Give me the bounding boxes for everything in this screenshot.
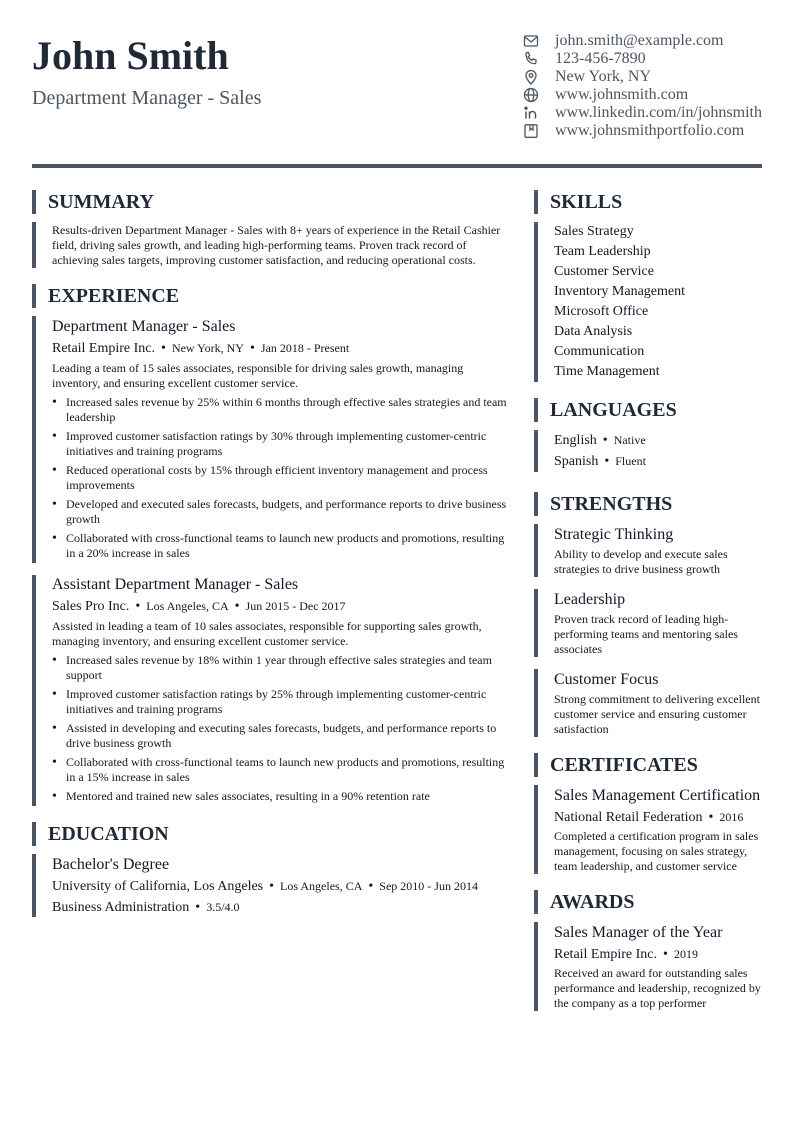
contact-linkedin-text: www.linkedin.com/in/johnsmith bbox=[555, 104, 762, 121]
experience-heading: EXPERIENCE bbox=[32, 284, 514, 308]
job-dates: Jan 2018 - Present bbox=[260, 341, 350, 355]
job-company: Sales Pro Inc. bbox=[52, 599, 130, 614]
strengths-heading: STRENGTHS bbox=[534, 492, 766, 516]
skill-item: Time Management bbox=[554, 364, 660, 379]
award-item bbox=[534, 922, 766, 1011]
award-year: 2019 bbox=[673, 947, 698, 961]
contact-list bbox=[522, 32, 767, 140]
list-item: • Increased sales revenue by 25% within 6 months through effective sales strategies and team leadership bbox=[52, 395, 514, 425]
job-location: Los Angeles, CA bbox=[146, 599, 229, 613]
list-item: • Improved customer satisfaction ratings by 25% through implementing customer-centric initiatives and training programs bbox=[52, 687, 514, 717]
certificate-item bbox=[534, 785, 766, 874]
list-item: • Developed and executed sales forecasts, budgets, and performance reports to drive business growth bbox=[52, 497, 514, 527]
language-item: Spanish • Fluent bbox=[554, 454, 646, 469]
summary-heading: SUMMARY bbox=[32, 190, 514, 214]
gpa: 3.5/4.0 bbox=[206, 900, 240, 914]
languages-section bbox=[534, 430, 766, 472]
globe-icon bbox=[522, 86, 540, 104]
list-item: • Reduced operational costs by 15% through efficient inventory management and process improvements bbox=[52, 463, 514, 493]
language-name: English bbox=[554, 433, 597, 448]
certificate-meta: National Retail Federation • 2016 bbox=[554, 810, 744, 825]
strength-text: Proven track record of leading high-performing teams and mentoring sales associates bbox=[554, 612, 738, 656]
contact-email[interactable] bbox=[522, 32, 767, 50]
certificates-heading: CERTIFICATES bbox=[534, 753, 766, 777]
contact-email-text: john.smith@example.com bbox=[555, 32, 724, 49]
award-meta: Retail Empire Inc. • 2019 bbox=[554, 947, 698, 962]
language-level: Fluent bbox=[615, 454, 646, 468]
language-item: English • Native bbox=[554, 433, 646, 448]
job-achievements bbox=[52, 653, 514, 804]
header-divider bbox=[32, 164, 762, 168]
strength-item bbox=[534, 669, 766, 737]
job-dates: Jun 2015 - Dec 2017 bbox=[245, 599, 346, 613]
contact-location-text: New York, NY bbox=[555, 68, 652, 85]
job-title: Assistant Department Manager - Sales bbox=[52, 576, 299, 593]
strength-item bbox=[534, 589, 766, 657]
education-meta: University of California, Los Angeles • Los Angeles, CA • Sep 2010 - Jun 2014 bbox=[52, 879, 478, 894]
education-section bbox=[32, 854, 514, 917]
education-field-meta: Business Administration • 3.5/4.0 bbox=[52, 900, 240, 915]
list-item: • Assisted in developing and executing sales forecasts, budgets, and performance reports to drive business growth bbox=[52, 721, 514, 751]
certificate-title: Sales Management Certification bbox=[554, 787, 761, 804]
contact-linkedin[interactable] bbox=[522, 104, 767, 122]
list-item: • Mentored and trained new sales associates, resulting in a 90% retention rate bbox=[52, 789, 514, 804]
skills-section bbox=[534, 222, 766, 382]
certificate-issuer: National Retail Federation bbox=[554, 810, 703, 825]
strength-title: Strategic Thinking bbox=[554, 526, 674, 543]
contact-portfolio-text: www.johnsmithportfolio.com bbox=[555, 122, 745, 139]
award-text: Received an award for outstanding sales performance and leadership, recognized by the company as a top performer bbox=[554, 966, 761, 1010]
skill-item: Customer Service bbox=[554, 264, 654, 279]
field-of-study: Business Administration bbox=[52, 900, 190, 915]
job-company: Retail Empire Inc. bbox=[52, 341, 156, 356]
certificate-text: Completed a certification program in sales management, focusing on sales strategy, team leadership, and customer service bbox=[554, 829, 759, 873]
skill-item: Sales Strategy bbox=[554, 224, 634, 239]
job-title: Department Manager - Sales bbox=[52, 318, 236, 335]
linkedin-icon bbox=[522, 104, 540, 122]
job-meta: Retail Empire Inc. • New York, NY • Jan 2018 - Present bbox=[52, 341, 350, 356]
left-column bbox=[32, 190, 514, 917]
job-achievements bbox=[52, 395, 514, 561]
skills-heading: SKILLS bbox=[534, 190, 766, 214]
job-description: Leading a team of 15 sales associates, responsible for driving sales growth, managing inventory, and ensuring excellent customer service. bbox=[52, 361, 464, 390]
language-level: Native bbox=[613, 433, 646, 447]
education-heading: EDUCATION bbox=[32, 822, 514, 846]
email-icon bbox=[522, 32, 540, 50]
school-name: University of California, Los Angeles bbox=[52, 879, 264, 894]
list-item: • Increased sales revenue by 18% within 1 year through effective sales strategies and team support bbox=[52, 653, 514, 683]
strength-text: Strong commitment to delivering excellent customer service and ensuring customer satisfaction bbox=[554, 692, 760, 736]
portfolio-icon bbox=[522, 122, 540, 140]
list-item: • Collaborated with cross-functional teams to launch new products and promotions, resulting in a 15% increase in sales bbox=[52, 755, 514, 785]
skill-item: Data Analysis bbox=[554, 324, 633, 339]
person-name: John Smith bbox=[32, 33, 229, 78]
list-item: • Improved customer satisfaction ratings by 30% through implementing customer-centric initiatives and training programs bbox=[52, 429, 514, 459]
contact-website[interactable] bbox=[522, 86, 767, 104]
strength-text: Ability to develop and execute sales strategies to drive business growth bbox=[554, 547, 728, 576]
certificate-year: 2016 bbox=[719, 810, 744, 824]
summary-text: Results-driven Department Manager - Sales with 8+ years of experience in the Retail Cashier field, driving sales growth, and leading high-performing teams. Proven track record of achieving sales targets, improving customer satisfaction, and reducing operational costs. bbox=[52, 223, 501, 267]
job-location: New York, NY bbox=[171, 341, 244, 355]
contact-phone[interactable] bbox=[522, 50, 767, 68]
award-issuer: Retail Empire Inc. bbox=[554, 947, 658, 962]
education-dates: Sep 2010 - Jun 2014 bbox=[379, 879, 478, 893]
job-description: Assisted in leading a team of 10 sales associates, responsible for supporting sales growth, managing inventory, and ensuring excellent customer service. bbox=[52, 619, 482, 648]
award-title: Sales Manager of the Year bbox=[554, 924, 723, 941]
experience-job bbox=[32, 575, 514, 806]
skill-item: Microsoft Office bbox=[554, 304, 649, 319]
strength-title: Leadership bbox=[554, 591, 626, 608]
skill-item: Inventory Management bbox=[554, 284, 686, 299]
right-column bbox=[534, 190, 766, 1011]
job-meta: Sales Pro Inc. • Los Angeles, CA • Jun 2015 - Dec 2017 bbox=[52, 599, 346, 614]
school-location: Los Angeles, CA bbox=[280, 879, 363, 893]
contact-location bbox=[522, 68, 767, 86]
skill-item: Team Leadership bbox=[554, 244, 651, 259]
list-item: • Collaborated with cross-functional teams to launch new products and promotions, resulting in a 20% increase in sales bbox=[52, 531, 514, 561]
skill-item: Communication bbox=[554, 344, 645, 359]
resume-header bbox=[32, 30, 762, 150]
languages-heading: LANGUAGES bbox=[534, 398, 766, 422]
degree: Bachelor's Degree bbox=[52, 856, 170, 873]
location-icon bbox=[522, 68, 540, 86]
language-name: Spanish bbox=[554, 454, 599, 469]
strength-item bbox=[534, 524, 766, 577]
phone-icon bbox=[522, 50, 540, 68]
job-title-header: Department Manager - Sales bbox=[32, 87, 262, 109]
experience-job bbox=[32, 316, 514, 563]
contact-phone-text: 123-456-7890 bbox=[555, 50, 646, 67]
strength-title: Customer Focus bbox=[554, 671, 659, 688]
contact-portfolio[interactable] bbox=[522, 122, 767, 140]
contact-website-text: www.johnsmith.com bbox=[555, 86, 689, 103]
awards-heading: AWARDS bbox=[534, 890, 766, 914]
summary-section bbox=[32, 222, 514, 268]
